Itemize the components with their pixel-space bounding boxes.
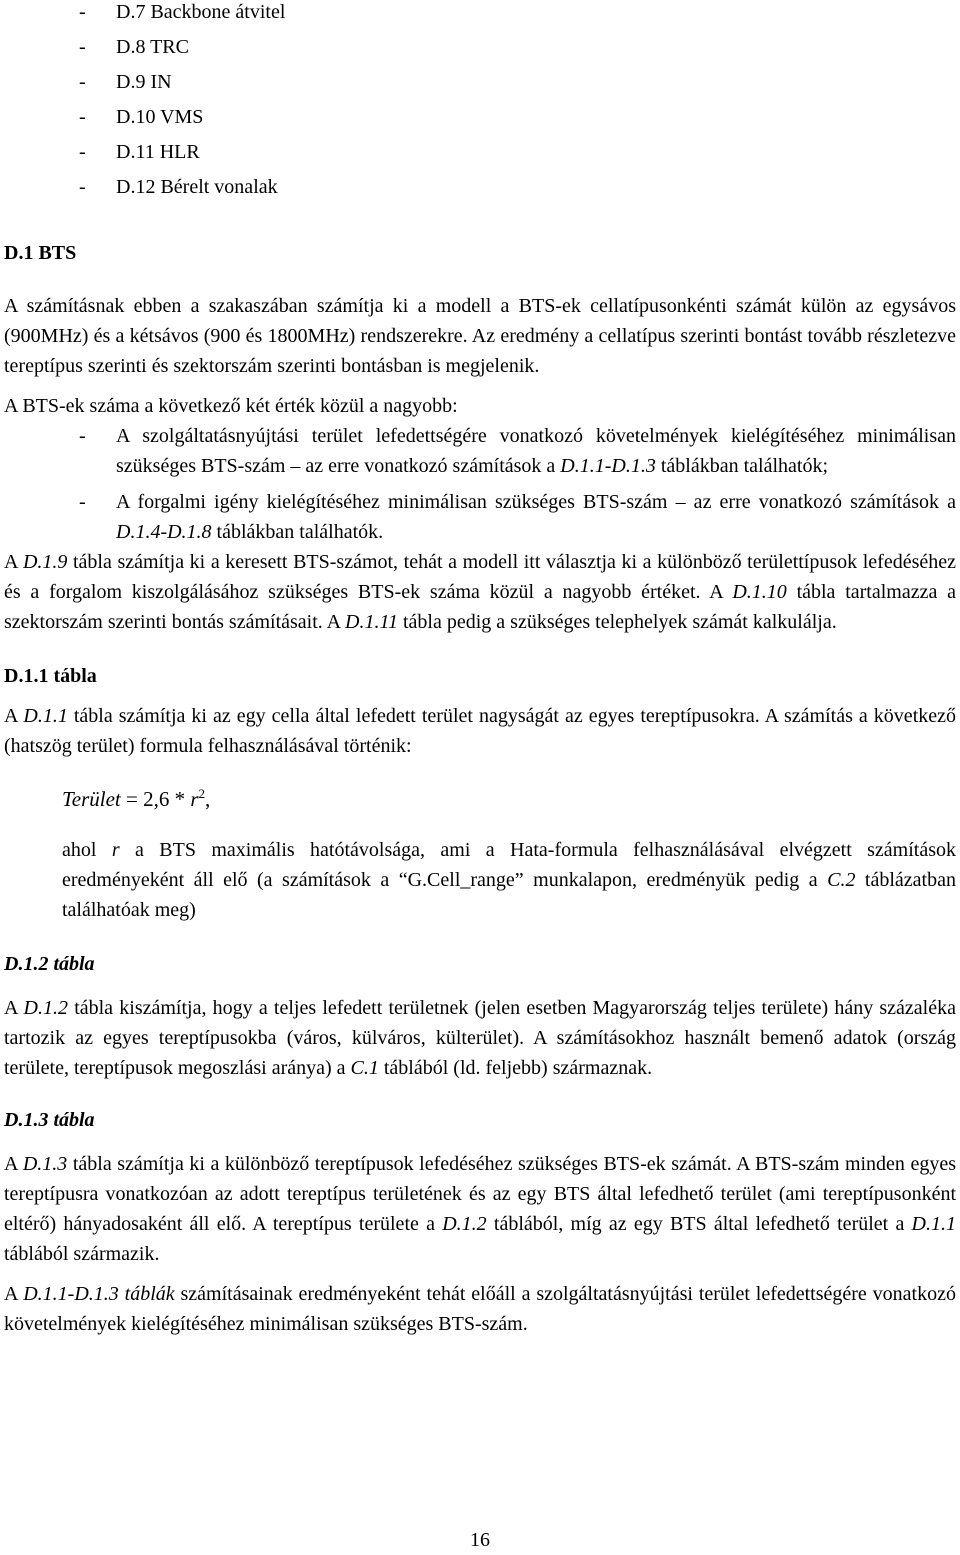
table-ref: D.1.11 [345,611,398,633]
d13-conclusion: A D.1.1-D.1.3 táblák számításainak eredményeként tehát előáll a szolgáltatásnyújtási terület lefedettségére vonatkozó követelmények kielégítéséhez minimálisan szükséges BTS-szám. [4,1283,956,1335]
list-item: - D.10 VMS [4,100,956,135]
list-item: - D.9 IN [4,65,956,100]
table-ref: C.2 [827,869,856,891]
bts-bullet-coverage: - A szolgáltatásnyújtási terület lefedettségére vonatkozó követelmények kielégítéséhez minimálisan szükséges BTS-szám – az erre vonatkozó számítások a D.1.1-D.1.3 táblákban találhatók; [4,421,956,481]
bts-lead: A BTS-ek száma a következő két érték közül a nagyobb: [4,395,458,417]
section-heading-d13: D.1.3 tábla [4,1109,95,1131]
d12-paragraph: A D.1.2 tábla kiszámítja, hogy a teljes lefedett területnek (jelen esetben Magyarország teljes területe) hány százaléka tartozik az egyes tereptípusokba (város, külváros, külterület). A számításokhoz használt bemenő adatok (ország területe, tereptípusok megoszlási aránya) a C.1 táblából (ld. feljebb) származnak. [4,997,956,1079]
table-ref: D.1.1-D.1.3 [560,455,656,477]
table-ref: D.1.3 [22,1153,68,1175]
document-page [4,0,956,1339]
table-ref: D.1.4-D.1.8 [116,521,212,543]
d11-note: ahol r a BTS maximális hatótávolsága, ami a Hata-formula felhasználásával elvégzett számítások eredményeként áll elő (a számítások a “G.Cell_range” munkalapon, eredményük pedig a C.2 táblázatban találhatóak meg) [62,839,956,921]
table-ref: D.1.1 [23,705,68,727]
bts-summary: A D.1.9 tábla számítja ki a keresett BTS-számot, tehát a modell itt választja ki a különböző területtípusok lefedéséhez és a forgalom kiszolgálásához szükséges BTS-ek száma közül a nagyobb értéket. A D.1.10 tábla tartalmazza a szektorszám szerinti bontás számításait. A D.1.11 tábla pedig a szükséges telephelyek számát kalkulálja. [4,551,956,633]
list-item: - D.7 Backbone átvitel [4,0,956,30]
table-ref: D.1.2 [23,997,68,1019]
table-ref: C.1 [350,1057,379,1079]
table-ref: D.1.10 [732,581,787,603]
table-ref: D.1.2 [442,1213,487,1235]
section-heading-bts: D.1 BTS [4,242,77,264]
list-item: - D.8 TRC [4,30,956,65]
area-formula: Terület = $2,6 * r^2$, [62,786,211,811]
section-list [4,0,956,205]
d11-paragraph: A D.1.1 tábla számítja ki az egy cella által lefedett terület nagyságát az egyes tereptípusokra. A számítás a következő (hatszög terület) formula felhasználásával történik: [4,705,956,757]
table-ref: D.1.1-D.1.3 táblák [23,1283,175,1305]
list-item: - D.12 Bérelt vonalak [4,170,956,205]
bts-intro: A számításnak ebben a szakaszában számítja ki a modell a BTS-ek cellatípusonkénti számát külön az egysávos (900MHz) és a kétsávos (900 és 1800MHz) rendszerekre. Az eredmény a cellatípus szerinti bontást tovább részletezve tereptípus szerinti és szektorszám szerinti bontásban is megjelenik. [4,295,956,377]
bts-bullet-traffic: - A forgalmi igény kielégítéséhez minimálisan szükséges BTS-szám – az erre vonatkozó számítások a D.1.4-D.1.8 táblákban találhatók. [4,487,956,547]
table-ref: D.1.1 [911,1213,956,1235]
section-heading-d11: D.1.1 tábla [4,665,97,687]
d13-paragraph: A D.1.3 tábla számítja ki a különböző tereptípusok lefedéséhez szükséges BTS-ek számát. A BTS-szám minden egyes tereptípusra vonatkozóan az adott tereptípus területének és az egy BTS által lefedhető terület (ami tereptípusonként eltérő) hányadosaként áll elő. A tereptípus területe a D.1.2 táblából, míg az egy BTS által lefedhető terület a D.1.1 táblából származik. [4,1153,956,1265]
page-number: 16 [470,1529,490,1551]
table-ref: D.1.9 [22,551,68,573]
section-heading-d12: D.1.2 tábla [4,953,95,975]
list-item: - D.11 HLR [4,135,956,170]
